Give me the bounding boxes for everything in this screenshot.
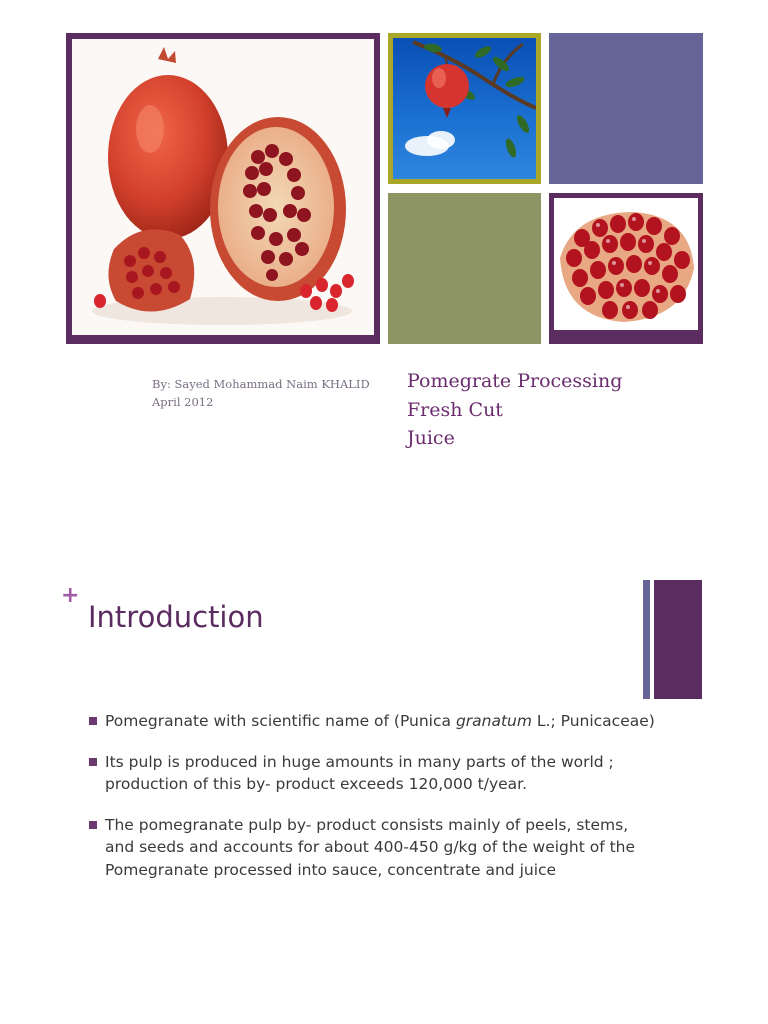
plus-icon: + <box>61 583 80 608</box>
title-line-2: Fresh Cut <box>407 398 503 421</box>
presentation-title <box>407 367 622 453</box>
slide-heading: Introduction <box>88 600 264 634</box>
decorative-thick-bar <box>654 580 702 699</box>
title-line-3: Juice <box>407 427 455 449</box>
decorative-purple-tile <box>549 33 703 184</box>
pomegranate-halves-frame <box>66 33 380 344</box>
bullet-square-icon <box>89 758 97 766</box>
pomegranate-tree-frame <box>388 33 541 184</box>
pomegranate-on-tree-image <box>393 38 536 179</box>
bullet-square-icon <box>89 717 97 725</box>
list-item: Its pulp is produced in huge amounts in many parts of the world ; production of this by- product exceeds 120,000 t/year. <box>88 751 658 796</box>
pomegranate-halves-image <box>72 39 374 335</box>
pomegranate-arils-image <box>554 198 698 330</box>
author-byline <box>152 375 370 411</box>
bullet-square-icon <box>89 821 97 829</box>
presentation-date: April 2012 <box>152 395 214 409</box>
list-item: Pomegranate with scientific name of (Punica granatum L.; Punicaceae) <box>88 710 658 733</box>
title-line-1: Pomegrate Processing <box>407 370 623 392</box>
pomegranate-arils-frame <box>549 193 703 344</box>
author-name: By: Sayed Mohammad Naim KHALID <box>152 377 370 391</box>
decorative-thin-bar <box>643 580 650 699</box>
decorative-olive-tile <box>388 193 541 344</box>
bullet-list <box>88 710 658 899</box>
list-item: The pomegranate pulp by- product consists mainly of peels, stems, and seeds and accounts for about 400-450 g/kg of the weight of the Pomegranate processed into sauce, concentrate and juice <box>88 814 658 882</box>
